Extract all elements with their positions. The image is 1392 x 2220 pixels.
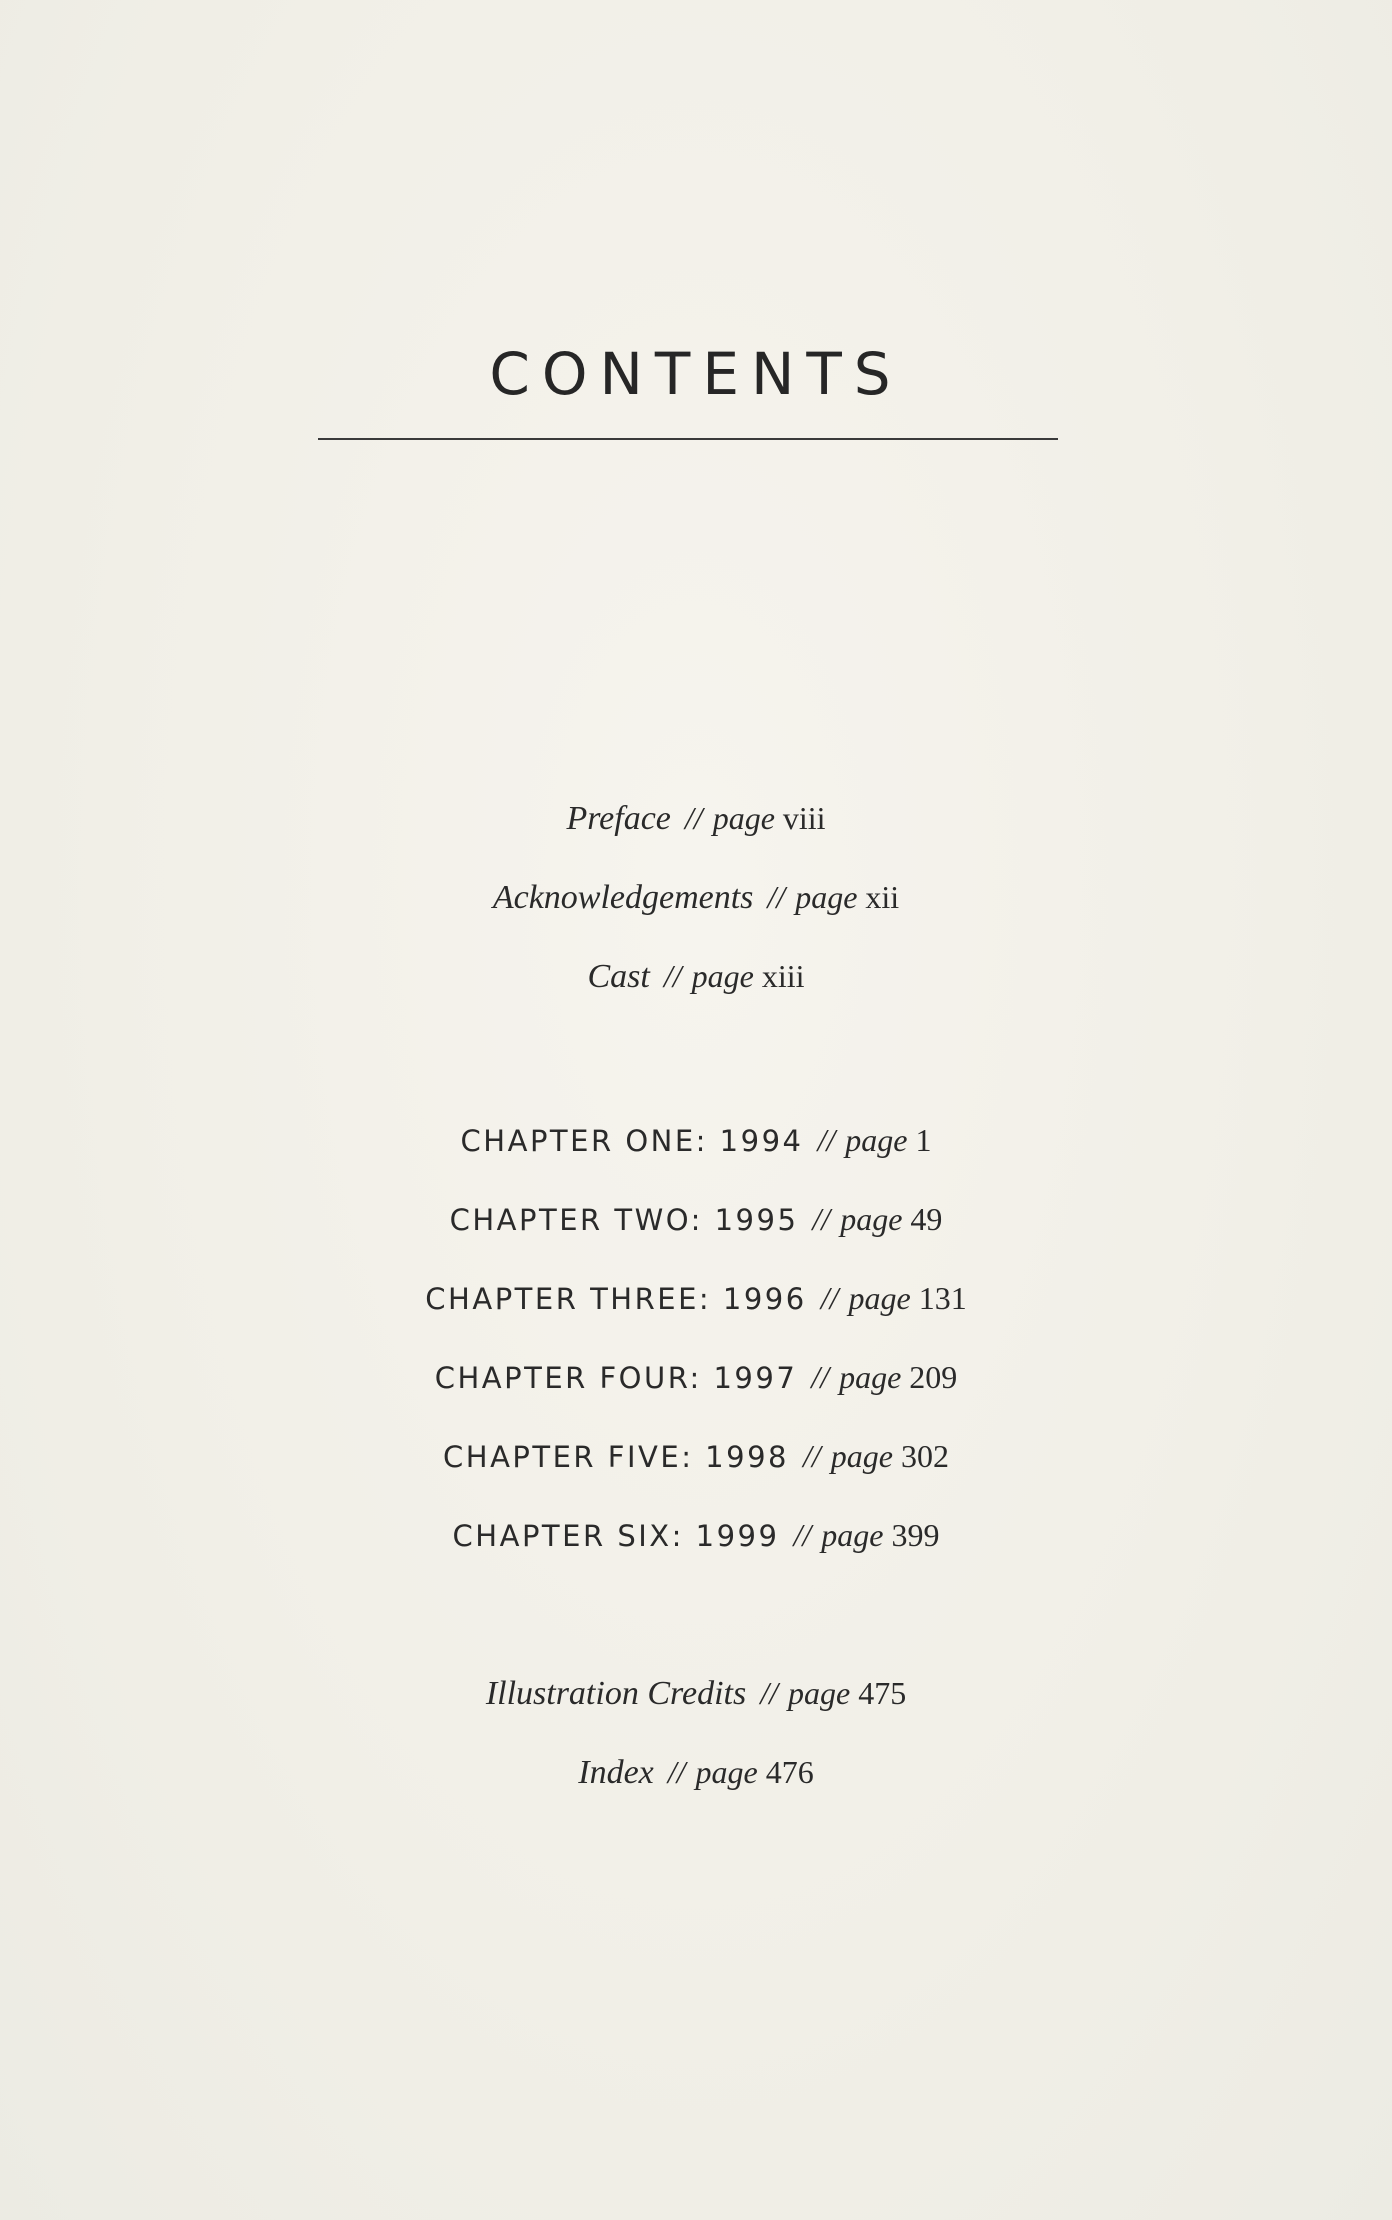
toc-page-word: page	[845, 1122, 908, 1158]
toc-page-word: page	[695, 1754, 758, 1790]
toc-entry-label: Preface	[566, 800, 671, 837]
toc-entry-label: Illustration Credits	[485, 1675, 747, 1712]
toc-page-word: page	[712, 800, 775, 836]
toc-entry-label: CHAPTER ONE: 1994	[460, 1124, 804, 1158]
toc-page-number: 399	[891, 1517, 940, 1553]
toc-entry-chapter-three	[0, 1280, 1392, 1317]
toc-page-number: 1	[915, 1122, 932, 1158]
toc-separator: //	[667, 1754, 686, 1790]
toc-page-word: page	[848, 1280, 911, 1316]
toc-separator: //	[811, 1359, 830, 1395]
toc-entry-label: CHAPTER TWO: 1995	[449, 1203, 799, 1237]
toc-separator: //	[812, 1201, 831, 1237]
toc-page-number: 209	[909, 1359, 958, 1395]
toc-page-number: viii	[782, 800, 826, 836]
toc-entry-label: CHAPTER SIX: 1999	[452, 1519, 780, 1553]
toc-separator: //	[817, 1122, 836, 1158]
toc-entry-label: CHAPTER THREE: 1996	[425, 1282, 807, 1316]
toc-page-word: page	[795, 879, 858, 915]
toc-page-number: 475	[858, 1675, 907, 1711]
toc-entry-label: CHAPTER FIVE: 1998	[443, 1440, 789, 1474]
page-title: CONTENTS	[489, 340, 903, 408]
toc-separator: //	[820, 1280, 839, 1316]
toc-entry-cast	[0, 958, 1392, 996]
toc-page-word: page	[839, 1359, 902, 1395]
toc-page-number: 131	[918, 1280, 967, 1316]
toc-page-number: 49	[910, 1201, 943, 1237]
toc-entry-label: Acknowledgements	[492, 879, 754, 916]
toc-page-number: xii	[865, 879, 900, 915]
toc-entry-illustration-credits	[0, 1675, 1392, 1713]
toc-entry-chapter-four	[0, 1359, 1392, 1396]
toc-entry-chapter-five	[0, 1438, 1392, 1475]
toc-entry-chapter-two	[0, 1201, 1392, 1238]
toc-page-number: 302	[900, 1438, 949, 1474]
toc-separator: //	[760, 1675, 778, 1711]
toc-entry-label: Index	[578, 1754, 654, 1791]
title-underline	[318, 438, 1058, 440]
toc-separator: //	[803, 1438, 821, 1474]
toc-separator: //	[684, 800, 703, 836]
toc-separator: //	[663, 958, 682, 994]
toc-entry-acknowledgements	[0, 879, 1392, 917]
toc-entry-label: Cast	[587, 958, 650, 995]
toc-separator: //	[767, 879, 786, 915]
toc-page-word: page	[821, 1517, 884, 1553]
toc-page-number: xiii	[761, 958, 805, 994]
toc-entry-label: CHAPTER FOUR: 1997	[434, 1361, 798, 1395]
toc-page-word: page	[830, 1438, 893, 1474]
toc-page-word: page	[691, 958, 754, 994]
toc-page-number: 476	[765, 1754, 814, 1790]
toc-entry-preface	[0, 800, 1392, 838]
toc-entry-index	[0, 1754, 1392, 1792]
toc-page-word: page	[840, 1201, 903, 1237]
toc-page-word: page	[787, 1675, 851, 1711]
toc-entry-chapter-one	[0, 1122, 1392, 1159]
toc-separator: //	[793, 1517, 812, 1553]
toc-entry-chapter-six	[0, 1517, 1392, 1554]
